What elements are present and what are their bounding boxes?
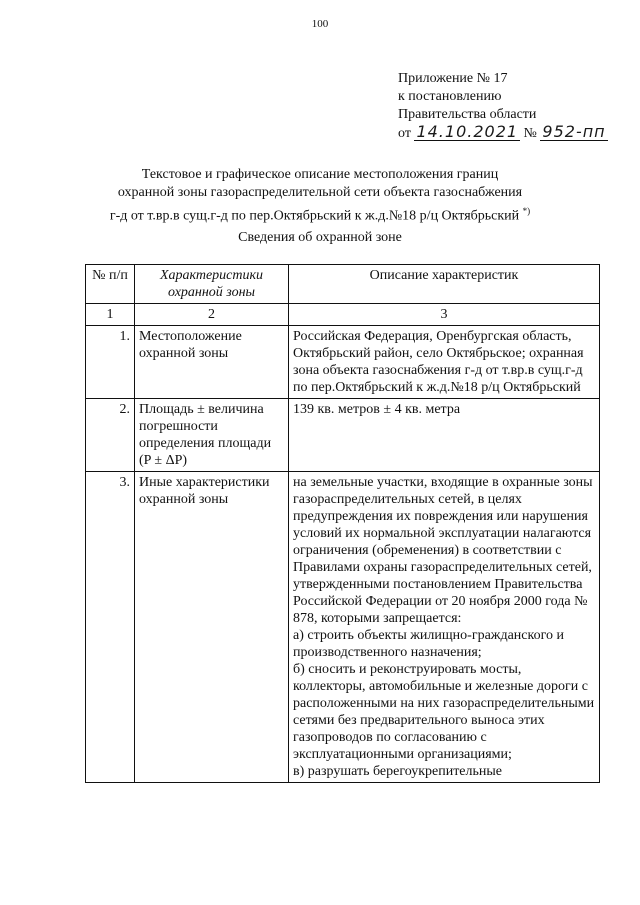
row-description <box>289 472 600 783</box>
header-number: № п/п <box>86 265 135 304</box>
number-label: № <box>523 126 537 141</box>
header-characteristic: Характеристики охранной зоны <box>135 265 289 304</box>
title-line-3 <box>0 202 640 226</box>
row-number: 3. <box>86 472 135 783</box>
zone-table <box>85 264 600 783</box>
table-row <box>86 326 600 399</box>
table-row <box>86 399 600 472</box>
column-number-row <box>86 304 600 326</box>
section-subtitle: Сведения об охранной зоне <box>238 230 402 245</box>
restriction-item-c: в) разрушать берегоукрепительные <box>293 764 503 779</box>
appendix-line-2: к постановлению <box>398 89 502 104</box>
title-line-2: охранной зоны газораспределительной сети объекта газоснабжения <box>117 185 523 200</box>
header-description: Описание характеристик <box>289 265 600 304</box>
row-characteristic: Иные характеристики охранной зоны <box>135 472 289 783</box>
appendix-date-line <box>398 124 608 143</box>
document-title <box>0 166 640 226</box>
appendix-line-1: Приложение № 17 <box>398 71 508 86</box>
row-number: 2. <box>86 399 135 472</box>
row-description: Российская Федерация, Оренбургская область, Октябрьский район, село Октябрьское; охранная зона объекта газоснабжения г-д от т.вр.в сущ.г-д по пер.Октябрьский к ж.д.№18 р/ц Октябрьский <box>289 326 600 399</box>
title-line-3-text: г-д от т.вр.в сущ.г-д по пер.Октябрьский к ж.д.№18 р/ц Октябрьский <box>109 208 520 224</box>
col-num-2: 2 <box>135 304 289 326</box>
from-label: от <box>398 126 411 141</box>
restriction-item-a: а) строить объекты жилищно-гражданского и производственного назначения; <box>293 628 564 660</box>
row-description: 139 кв. метров ± 4 кв. метра <box>289 399 600 472</box>
footnote-mark: *) <box>522 206 531 216</box>
row-characteristic: Местоположение охранной зоны <box>135 326 289 399</box>
restrictions-intro: на земельные участки, входящие в охранные зоны газораспределительных сетей, в целях предупреждения их повреждения или нарушения условий их нормальной эксплуатации налагаются ограничения (обременения) в соответствии с Правилами охраны газораспределительных сетей, утвержденными постановлением Правительства Российской Федерации от 20 ноября 2000 года № 878, которыми запрещается: <box>293 475 593 626</box>
handwritten-date: 14.10.2021 <box>416 122 519 141</box>
handwritten-number: 952-пп <box>542 122 606 141</box>
table-row <box>86 472 600 783</box>
restriction-item-b: б) сносить и реконструировать мосты, коллекторы, автомобильные и железные дороги с расположенными на них газораспределительными сетями без предварительного выноса этих газопроводов по согласованию с эксплуатационными организациями; <box>293 662 595 762</box>
title-line-1: Текстовое и графическое описание местоположения границ <box>141 167 499 182</box>
page-number: 100 <box>311 18 329 30</box>
appendix-line-3: Правительства области <box>398 107 537 122</box>
col-num-1: 1 <box>86 304 135 326</box>
appendix-block <box>398 70 608 143</box>
table-header-row <box>86 265 600 304</box>
col-num-3: 3 <box>289 304 600 326</box>
row-characteristic: Площадь ± величина погрешности определения площади (P ± ΔP) <box>135 399 289 472</box>
row-number: 1. <box>86 326 135 399</box>
